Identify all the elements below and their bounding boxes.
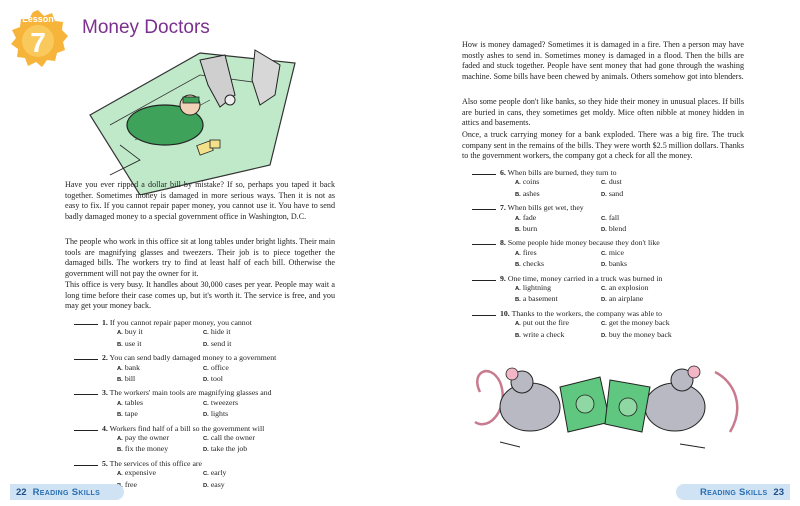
question (472, 168, 762, 200)
answer-blank[interactable] (472, 174, 496, 175)
answer-blank[interactable] (74, 394, 98, 395)
option[interactable]: free (124, 479, 137, 489)
option[interactable]: D. take the job (203, 444, 248, 454)
right-page (400, 0, 800, 506)
question-number: 10. (500, 308, 510, 318)
option[interactable]: B. tape (117, 409, 138, 419)
option[interactable]: D. buy the money back (601, 329, 672, 339)
question-text: The services of this office are (109, 458, 202, 468)
option[interactable]: D. tool (203, 374, 223, 384)
option[interactable]: B. a basement (515, 294, 558, 304)
option[interactable]: C. mice (601, 247, 624, 257)
answer-blank[interactable] (472, 315, 496, 316)
answer-blank[interactable] (472, 209, 496, 210)
paragraph-4: How is money damaged? Sometimes it is damaged in a fire. Then a person may have mostly ashes to send in. Sometimes money is damaged in a flood. Then the bills are faded and stuck together. People have sent money that had gone through the washing machine. Some bills have been chewed by animals. Others somehow got into blenders. (462, 40, 744, 81)
question (472, 238, 762, 270)
option[interactable]: A. bank (117, 362, 140, 372)
option[interactable]: A. put out the fire (515, 318, 569, 328)
question (74, 353, 354, 385)
question (74, 388, 354, 420)
paragraph-3: This office is very busy. It handles about 30,000 cases per year. People may wait a long time before their case comes up, but it's worth it. The service is free, and you may get your money back. (65, 280, 335, 311)
option[interactable]: B. fix the money (117, 444, 169, 454)
option[interactable]: B. burn (515, 224, 538, 234)
option[interactable]: B. use it (117, 338, 142, 348)
option[interactable]: D. send it (203, 338, 232, 348)
option[interactable]: B. bill (117, 374, 136, 384)
option[interactable]: D. sand (601, 188, 624, 198)
money-doctor-illustration (80, 45, 310, 195)
answer-blank[interactable] (74, 359, 98, 360)
option[interactable]: C. early (203, 468, 227, 478)
option[interactable]: A. lightning (515, 283, 551, 293)
question-number: 6. (500, 168, 506, 177)
questions-right (472, 168, 762, 344)
answer-blank[interactable] (74, 324, 98, 325)
lesson-badge (8, 8, 68, 70)
option[interactable]: A. coins (515, 177, 540, 187)
option[interactable]: A. expensive (117, 468, 156, 478)
questions-left (74, 318, 354, 494)
question-text: If you cannot repair paper money, you cannot (109, 318, 252, 327)
question-number: 1. (102, 318, 108, 327)
paragraph-2: The people who work in this office sit at long tables under bright lights. Their main tools are magnifying glasses and tweezers. Their job is to piece together the damaged bills. The workers try to find at least half of each bill. Otherwise the government will not pay the owner for it. (65, 237, 335, 278)
question-number: 3. (102, 388, 108, 398)
option[interactable]: A. pay the owner (117, 433, 169, 443)
lesson-number: 7 (30, 27, 46, 58)
footer-right (676, 484, 790, 500)
option[interactable]: A. tables (117, 397, 143, 407)
question-number: 9. (500, 273, 506, 283)
answer-blank[interactable] (74, 465, 98, 466)
option[interactable]: D. lights (203, 409, 229, 419)
question-text: When bills are burned, they turn to (507, 168, 617, 177)
question-text: The workers' main tools are magnifying glasses and (109, 388, 272, 398)
paragraph-6: Once, a truck carrying money for a bank exploded. There was a big fire. The truck company sent in the remains of the bills. They were worth $2.5 million dollars. Thanks to the government workers, the company got a check for all the money. (462, 130, 744, 161)
option[interactable]: D. blend (601, 224, 627, 234)
question-number: 5. (102, 458, 108, 468)
lesson-word: Lesson (22, 14, 54, 24)
question-text: One time, money carried in a truck was burned in (507, 273, 663, 283)
question-text: Workers find half of a bill so the government will (109, 423, 265, 433)
question (472, 274, 762, 306)
question-number: 2. (102, 353, 108, 363)
question-text: You can send badly damaged money to a government (109, 353, 277, 363)
question-text: Some people hide money because they don't like (507, 238, 660, 248)
option[interactable]: A. fade (515, 212, 537, 222)
question (74, 318, 354, 350)
question (472, 203, 762, 235)
option[interactable]: B. checks (515, 259, 545, 269)
option[interactable]: C. get the money back (601, 318, 670, 328)
question (74, 424, 354, 456)
option[interactable]: B. write a check (515, 329, 565, 339)
option[interactable]: C. office (203, 362, 229, 372)
option[interactable]: D. an airplane (601, 294, 644, 304)
question-text: When bills get wet, they (507, 203, 584, 213)
footer-label-right: Reading Skills (699, 486, 768, 498)
question-number: 8. (500, 238, 506, 248)
paragraph-1: Have you ever ripped a dollar bill by mistake? If so, perhaps you taped it back together. Sometimes money is damaged in more serious ways. Then it is not as easy to fix. If you cannot repair paper money, you cannot use it. You have to send badly damaged money to a special government office in Washington, D.C. (65, 180, 335, 221)
option[interactable]: C. call the owner (203, 433, 255, 443)
paragraph-5: Also some people don't like banks, so they hide their money in unusual places. If bills are buried in cans, they sometimes get moldy. Mice often nibble at money hidden in attics and basements. (462, 97, 744, 128)
page-number-right: 23 (773, 486, 784, 498)
option[interactable]: C. tweezers (203, 397, 239, 407)
answer-blank[interactable] (74, 430, 98, 431)
page-number-left: 22 (16, 486, 27, 498)
option[interactable]: C. dust (601, 177, 622, 187)
answer-blank[interactable] (472, 244, 496, 245)
option[interactable]: A. fires (515, 247, 537, 257)
option[interactable]: B. ashes (515, 188, 540, 198)
footer-left (10, 484, 124, 500)
option[interactable]: D. easy (203, 479, 225, 489)
question (472, 309, 762, 341)
option[interactable]: A. buy it (117, 327, 143, 337)
answer-blank[interactable] (472, 280, 496, 281)
option[interactable]: C. hide it (203, 327, 231, 337)
option[interactable]: D. banks (601, 259, 628, 269)
footer-label-left: Reading Skills (32, 486, 101, 498)
mice-chewing-money-illustration (460, 352, 750, 452)
question-number: 4. (102, 423, 108, 433)
question-number: 7. (500, 203, 506, 213)
page-title: Money Doctors (82, 17, 210, 38)
question-text: Thanks to the workers, the company was able to (511, 308, 663, 318)
option[interactable]: C. fall (601, 212, 620, 222)
option[interactable]: C. an explosion (601, 283, 649, 293)
